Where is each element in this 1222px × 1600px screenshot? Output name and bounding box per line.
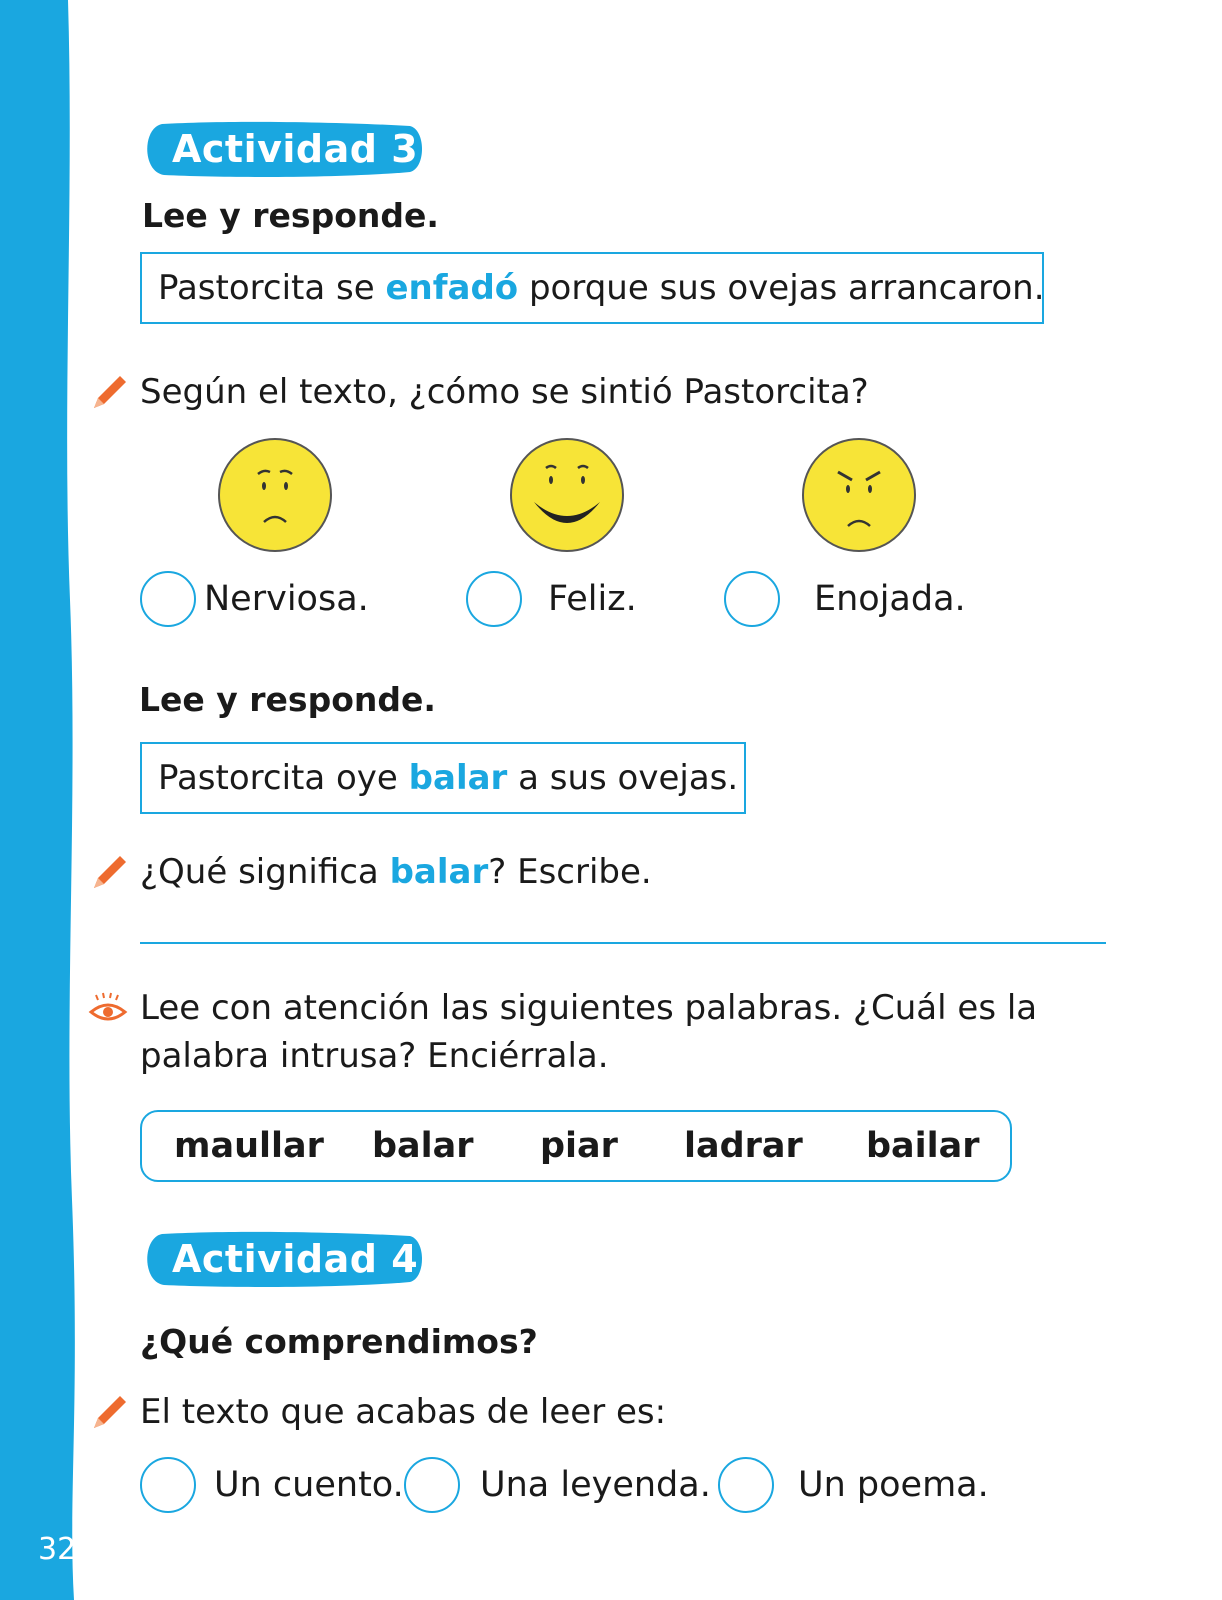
option-leyenda[interactable] (404, 1454, 711, 1516)
sentence-2-highlight: balar (408, 758, 508, 798)
radio-circle[interactable] (140, 571, 196, 627)
activity-3-title: Actividad 3 (172, 127, 419, 171)
page-number: 32 (38, 1532, 77, 1567)
word-piar[interactable]: piar (540, 1126, 618, 1166)
question-3-line-2: palabra intrusa? Enciérrala. (140, 1036, 609, 1076)
option-label: Un poema. (798, 1465, 989, 1505)
question-2-highlight: balar (389, 852, 489, 892)
pencil-icon (88, 372, 130, 414)
pencil-icon (88, 1392, 130, 1434)
option-enojada[interactable] (724, 568, 966, 630)
pencil-icon (88, 852, 130, 894)
radio-circle[interactable] (404, 1457, 460, 1513)
option-label: Un cuento. (214, 1465, 404, 1505)
instruction-heading-1: Lee y responde. (142, 196, 439, 235)
option-label: Una leyenda. (480, 1465, 711, 1505)
option-feliz[interactable] (466, 568, 637, 630)
question-3-line-1: Lee con atención las siguientes palabras. ¿Cuál es la (140, 988, 1038, 1028)
sentence-1-before: Pastorcita se (158, 268, 386, 308)
activity-4-title: Actividad 4 (172, 1237, 419, 1281)
option-nerviosa[interactable] (140, 568, 369, 630)
question-2-before: ¿Qué significa (140, 852, 390, 892)
radio-circle[interactable] (724, 571, 780, 627)
angry-face-icon (800, 436, 918, 554)
option-poema[interactable] (718, 1454, 989, 1516)
word-bailar[interactable]: bailar (866, 1126, 980, 1166)
sentence-box-2 (140, 742, 746, 814)
activity-4-badge (140, 1230, 426, 1288)
word-list-box (140, 1110, 1012, 1182)
option-label: Feliz. (548, 579, 637, 619)
radio-circle[interactable] (140, 1457, 196, 1513)
page-side-band (0, 0, 100, 1600)
option-cuento[interactable] (140, 1454, 404, 1516)
activity-4-heading: ¿Qué comprendimos? (140, 1322, 538, 1361)
option-label: Enojada. (814, 579, 966, 619)
sentence-2-before: Pastorcita oye (158, 758, 409, 798)
sentence-1-highlight: enfadó (385, 268, 519, 308)
eye-icon (88, 992, 128, 1026)
worried-face-icon (216, 436, 334, 554)
question-2 (140, 852, 652, 892)
question-1: Según el texto, ¿cómo se sintió Pastorcita? (140, 372, 869, 412)
sentence-2-after: a sus ovejas. (507, 758, 739, 798)
radio-circle[interactable] (466, 571, 522, 627)
question-2-after: ? Escribe. (488, 852, 652, 892)
word-ladrar[interactable]: ladrar (684, 1126, 803, 1166)
answer-line[interactable] (140, 942, 1106, 944)
radio-circle[interactable] (718, 1457, 774, 1513)
word-maullar[interactable]: maullar (174, 1126, 324, 1166)
sentence-box-1 (140, 252, 1044, 324)
word-balar[interactable]: balar (372, 1126, 474, 1166)
happy-face-icon (508, 436, 626, 554)
activity-4-question: El texto que acabas de leer es: (140, 1392, 667, 1432)
option-label: Nerviosa. (204, 579, 369, 619)
sentence-1-after: porque sus ovejas arrancaron. (518, 268, 1045, 308)
instruction-heading-2: Lee y responde. (139, 680, 436, 719)
activity-3-badge (140, 120, 426, 178)
